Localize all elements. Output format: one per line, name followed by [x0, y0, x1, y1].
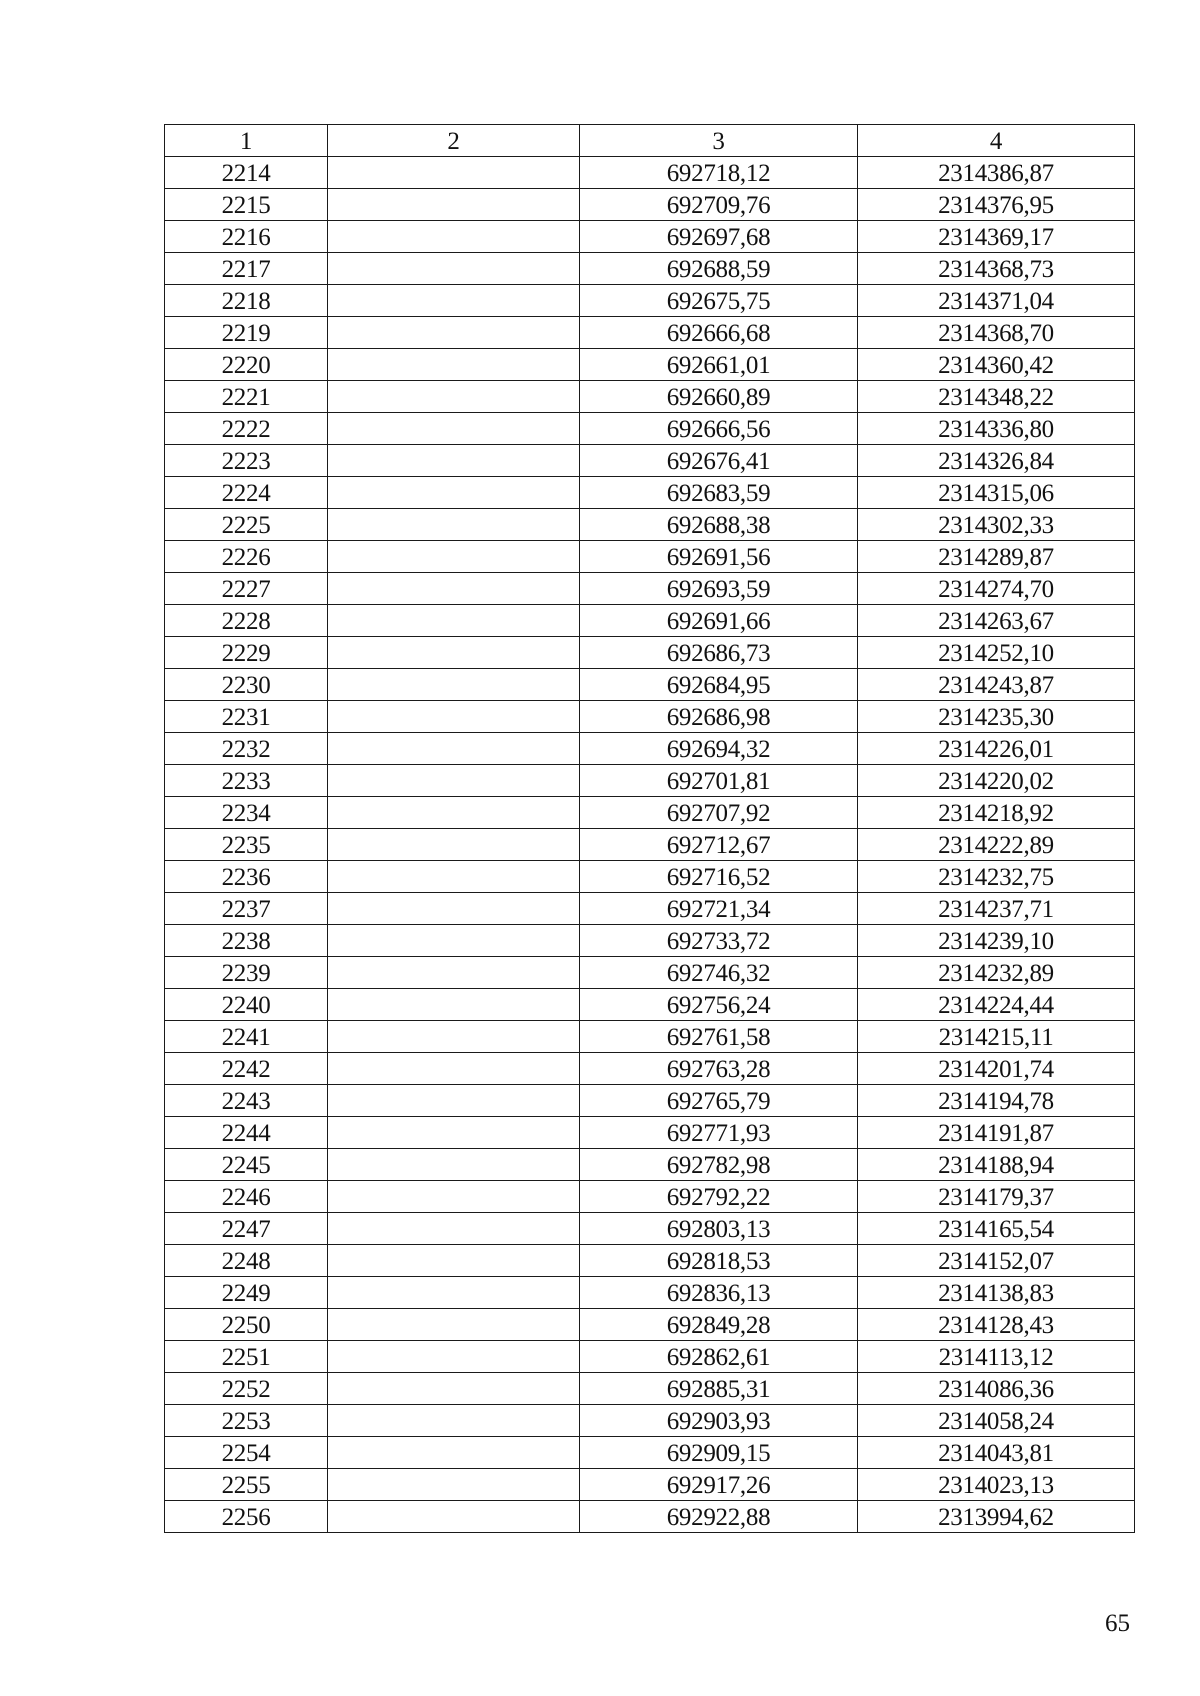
table-row: [165, 413, 1135, 445]
table-row: [165, 1373, 1135, 1405]
point-number-cell: 2235: [165, 829, 328, 861]
table-row: [165, 925, 1135, 957]
y-coordinate-cell: 2314368,73: [858, 253, 1135, 285]
x-coordinate-cell: 692694,32: [580, 733, 858, 765]
description-cell: [328, 477, 580, 509]
point-number-cell: 2233: [165, 765, 328, 797]
description-cell: [328, 541, 580, 573]
x-coordinate-cell: 692688,38: [580, 509, 858, 541]
description-cell: [328, 573, 580, 605]
y-coordinate-cell: 2314274,70: [858, 573, 1135, 605]
description-cell: [328, 1117, 580, 1149]
y-coordinate-cell: 2314315,06: [858, 477, 1135, 509]
y-coordinate-cell: 2314376,95: [858, 189, 1135, 221]
description-cell: [328, 1405, 580, 1437]
y-coordinate-cell: 2314201,74: [858, 1053, 1135, 1085]
point-number-cell: 2251: [165, 1341, 328, 1373]
x-coordinate-cell: 692716,52: [580, 861, 858, 893]
point-number-cell: 2246: [165, 1181, 328, 1213]
table-row: [165, 1277, 1135, 1309]
description-cell: [328, 861, 580, 893]
table-row: [165, 1309, 1135, 1341]
point-number-cell: 2248: [165, 1245, 328, 1277]
y-coordinate-cell: 2314086,36: [858, 1373, 1135, 1405]
description-cell: [328, 637, 580, 669]
description-cell: [328, 1181, 580, 1213]
x-coordinate-cell: 692676,41: [580, 445, 858, 477]
x-coordinate-cell: 692666,56: [580, 413, 858, 445]
description-cell: [328, 797, 580, 829]
description-cell: [328, 1053, 580, 1085]
y-coordinate-cell: 2314191,87: [858, 1117, 1135, 1149]
y-coordinate-cell: 2314128,43: [858, 1309, 1135, 1341]
point-number-cell: 2236: [165, 861, 328, 893]
y-coordinate-cell: 2314165,54: [858, 1213, 1135, 1245]
y-coordinate-cell: 2314369,17: [858, 221, 1135, 253]
y-coordinate-cell: 2314179,37: [858, 1181, 1135, 1213]
x-coordinate-cell: 692733,72: [580, 925, 858, 957]
description-cell: [328, 509, 580, 541]
description-cell: [328, 1213, 580, 1245]
table-row: [165, 477, 1135, 509]
x-coordinate-cell: 692675,75: [580, 285, 858, 317]
table-row: [165, 253, 1135, 285]
table-row: [165, 317, 1135, 349]
page-number: 65: [1105, 1610, 1130, 1637]
column-header-4: 4: [858, 125, 1135, 157]
y-coordinate-cell: 2314235,30: [858, 701, 1135, 733]
y-coordinate-cell: 2314263,67: [858, 605, 1135, 637]
table-row: [165, 1405, 1135, 1437]
point-number-cell: 2220: [165, 349, 328, 381]
description-cell: [328, 989, 580, 1021]
x-coordinate-cell: 692849,28: [580, 1309, 858, 1341]
point-number-cell: 2224: [165, 477, 328, 509]
description-cell: [328, 893, 580, 925]
y-coordinate-cell: 2314138,83: [858, 1277, 1135, 1309]
table-row: [165, 765, 1135, 797]
table-row: [165, 509, 1135, 541]
table-row: [165, 1149, 1135, 1181]
x-coordinate-cell: 692691,56: [580, 541, 858, 573]
point-number-cell: 2214: [165, 157, 328, 189]
point-number-cell: 2239: [165, 957, 328, 989]
x-coordinate-cell: 692683,59: [580, 477, 858, 509]
table-body: [165, 157, 1135, 1533]
x-coordinate-cell: 692922,88: [580, 1501, 858, 1533]
x-coordinate-cell: 692697,68: [580, 221, 858, 253]
point-number-cell: 2255: [165, 1469, 328, 1501]
point-number-cell: 2225: [165, 509, 328, 541]
point-number-cell: 2232: [165, 733, 328, 765]
point-number-cell: 2230: [165, 669, 328, 701]
x-coordinate-cell: 692792,22: [580, 1181, 858, 1213]
table-row: [165, 573, 1135, 605]
y-coordinate-cell: 2314152,07: [858, 1245, 1135, 1277]
description-cell: [328, 1309, 580, 1341]
point-number-cell: 2217: [165, 253, 328, 285]
y-coordinate-cell: 2314058,24: [858, 1405, 1135, 1437]
x-coordinate-cell: 692803,13: [580, 1213, 858, 1245]
x-coordinate-cell: 692862,61: [580, 1341, 858, 1373]
x-coordinate-cell: 692661,01: [580, 349, 858, 381]
x-coordinate-cell: 692836,13: [580, 1277, 858, 1309]
y-coordinate-cell: 2314226,01: [858, 733, 1135, 765]
y-coordinate-cell: 2314215,11: [858, 1021, 1135, 1053]
x-coordinate-cell: 692885,31: [580, 1373, 858, 1405]
y-coordinate-cell: 2314222,89: [858, 829, 1135, 861]
table-row: [165, 1117, 1135, 1149]
y-coordinate-cell: 2314243,87: [858, 669, 1135, 701]
coordinates-table: [164, 124, 1135, 1533]
y-coordinate-cell: 2314360,42: [858, 349, 1135, 381]
table-row: [165, 541, 1135, 573]
y-coordinate-cell: 2314239,10: [858, 925, 1135, 957]
column-header-2: 2: [328, 125, 580, 157]
description-cell: [328, 1373, 580, 1405]
point-number-cell: 2253: [165, 1405, 328, 1437]
point-number-cell: 2227: [165, 573, 328, 605]
table-row: [165, 605, 1135, 637]
point-number-cell: 2249: [165, 1277, 328, 1309]
x-coordinate-cell: 692718,12: [580, 157, 858, 189]
y-coordinate-cell: 2314023,13: [858, 1469, 1135, 1501]
table-row: [165, 1437, 1135, 1469]
x-coordinate-cell: 692721,34: [580, 893, 858, 925]
description-cell: [328, 221, 580, 253]
table-row: [165, 893, 1135, 925]
x-coordinate-cell: 692666,68: [580, 317, 858, 349]
description-cell: [328, 925, 580, 957]
y-coordinate-cell: 2314220,02: [858, 765, 1135, 797]
description-cell: [328, 445, 580, 477]
x-coordinate-cell: 692746,32: [580, 957, 858, 989]
description-cell: [328, 413, 580, 445]
table-row: [165, 349, 1135, 381]
table-row: [165, 1053, 1135, 1085]
table-row: [165, 669, 1135, 701]
y-coordinate-cell: 2314194,78: [858, 1085, 1135, 1117]
y-coordinate-cell: 2314188,94: [858, 1149, 1135, 1181]
column-header-1: 1: [165, 125, 328, 157]
table-row: [165, 221, 1135, 253]
description-cell: [328, 1501, 580, 1533]
y-coordinate-cell: 2314237,71: [858, 893, 1135, 925]
description-cell: [328, 1245, 580, 1277]
point-number-cell: 2241: [165, 1021, 328, 1053]
table-row: [165, 701, 1135, 733]
x-coordinate-cell: 692903,93: [580, 1405, 858, 1437]
table-row: [165, 637, 1135, 669]
description-cell: [328, 765, 580, 797]
x-coordinate-cell: 692763,28: [580, 1053, 858, 1085]
table-row: [165, 1213, 1135, 1245]
x-coordinate-cell: 692684,95: [580, 669, 858, 701]
x-coordinate-cell: 692761,58: [580, 1021, 858, 1053]
table-row: [165, 1501, 1135, 1533]
table-row: [165, 285, 1135, 317]
point-number-cell: 2243: [165, 1085, 328, 1117]
point-number-cell: 2223: [165, 445, 328, 477]
x-coordinate-cell: 692917,26: [580, 1469, 858, 1501]
point-number-cell: 2247: [165, 1213, 328, 1245]
y-coordinate-cell: 2314224,44: [858, 989, 1135, 1021]
description-cell: [328, 829, 580, 861]
point-number-cell: 2254: [165, 1437, 328, 1469]
description-cell: [328, 1021, 580, 1053]
y-coordinate-cell: 2314218,92: [858, 797, 1135, 829]
description-cell: [328, 285, 580, 317]
table-row: [165, 989, 1135, 1021]
point-number-cell: 2228: [165, 605, 328, 637]
point-number-cell: 2219: [165, 317, 328, 349]
y-coordinate-cell: 2314113,12: [858, 1341, 1135, 1373]
x-coordinate-cell: 692688,59: [580, 253, 858, 285]
point-number-cell: 2250: [165, 1309, 328, 1341]
x-coordinate-cell: 692771,93: [580, 1117, 858, 1149]
table-row: [165, 861, 1135, 893]
y-coordinate-cell: 2314043,81: [858, 1437, 1135, 1469]
x-coordinate-cell: 692709,76: [580, 189, 858, 221]
x-coordinate-cell: 692707,92: [580, 797, 858, 829]
y-coordinate-cell: 2314289,87: [858, 541, 1135, 573]
point-number-cell: 2238: [165, 925, 328, 957]
y-coordinate-cell: 2314368,70: [858, 317, 1135, 349]
table-row: [165, 829, 1135, 861]
point-number-cell: 2218: [165, 285, 328, 317]
table-row: [165, 1245, 1135, 1277]
y-coordinate-cell: 2314232,75: [858, 861, 1135, 893]
x-coordinate-cell: 692712,67: [580, 829, 858, 861]
description-cell: [328, 349, 580, 381]
y-coordinate-cell: 2314252,10: [858, 637, 1135, 669]
point-number-cell: 2244: [165, 1117, 328, 1149]
point-number-cell: 2229: [165, 637, 328, 669]
description-cell: [328, 1469, 580, 1501]
y-coordinate-cell: 2314348,22: [858, 381, 1135, 413]
y-coordinate-cell: 2314386,87: [858, 157, 1135, 189]
table-row: [165, 1181, 1135, 1213]
x-coordinate-cell: 692765,79: [580, 1085, 858, 1117]
description-cell: [328, 1341, 580, 1373]
point-number-cell: 2245: [165, 1149, 328, 1181]
table-row: [165, 1021, 1135, 1053]
point-number-cell: 2234: [165, 797, 328, 829]
x-coordinate-cell: 692701,81: [580, 765, 858, 797]
x-coordinate-cell: 692691,66: [580, 605, 858, 637]
x-coordinate-cell: 692818,53: [580, 1245, 858, 1277]
table-row: [165, 189, 1135, 221]
description-cell: [328, 1437, 580, 1469]
description-cell: [328, 605, 580, 637]
description-cell: [328, 957, 580, 989]
table-row: [165, 797, 1135, 829]
point-number-cell: 2222: [165, 413, 328, 445]
description-cell: [328, 253, 580, 285]
description-cell: [328, 189, 580, 221]
point-number-cell: 2240: [165, 989, 328, 1021]
point-number-cell: 2226: [165, 541, 328, 573]
x-coordinate-cell: 692686,73: [580, 637, 858, 669]
description-cell: [328, 1085, 580, 1117]
description-cell: [328, 1277, 580, 1309]
description-cell: [328, 381, 580, 413]
y-coordinate-cell: 2314371,04: [858, 285, 1135, 317]
table-row: [165, 157, 1135, 189]
point-number-cell: 2221: [165, 381, 328, 413]
description-cell: [328, 701, 580, 733]
description-cell: [328, 157, 580, 189]
y-coordinate-cell: 2314336,80: [858, 413, 1135, 445]
y-coordinate-cell: 2314232,89: [858, 957, 1135, 989]
point-number-cell: 2215: [165, 189, 328, 221]
table-row: [165, 957, 1135, 989]
point-number-cell: 2256: [165, 1501, 328, 1533]
y-coordinate-cell: 2313994,62: [858, 1501, 1135, 1533]
table-header-row: [165, 125, 1135, 157]
point-number-cell: 2237: [165, 893, 328, 925]
x-coordinate-cell: 692686,98: [580, 701, 858, 733]
x-coordinate-cell: 692660,89: [580, 381, 858, 413]
y-coordinate-cell: 2314326,84: [858, 445, 1135, 477]
point-number-cell: 2216: [165, 221, 328, 253]
column-header-3: 3: [580, 125, 858, 157]
point-number-cell: 2252: [165, 1373, 328, 1405]
point-number-cell: 2231: [165, 701, 328, 733]
description-cell: [328, 1149, 580, 1181]
point-number-cell: 2242: [165, 1053, 328, 1085]
x-coordinate-cell: 692756,24: [580, 989, 858, 1021]
description-cell: [328, 317, 580, 349]
table-row: [165, 1469, 1135, 1501]
y-coordinate-cell: 2314302,33: [858, 509, 1135, 541]
x-coordinate-cell: 692693,59: [580, 573, 858, 605]
description-cell: [328, 733, 580, 765]
x-coordinate-cell: 692782,98: [580, 1149, 858, 1181]
table-row: [165, 445, 1135, 477]
x-coordinate-cell: 692909,15: [580, 1437, 858, 1469]
description-cell: [328, 669, 580, 701]
table-row: [165, 1085, 1135, 1117]
table-row: [165, 381, 1135, 413]
table-row: [165, 733, 1135, 765]
table-row: [165, 1341, 1135, 1373]
